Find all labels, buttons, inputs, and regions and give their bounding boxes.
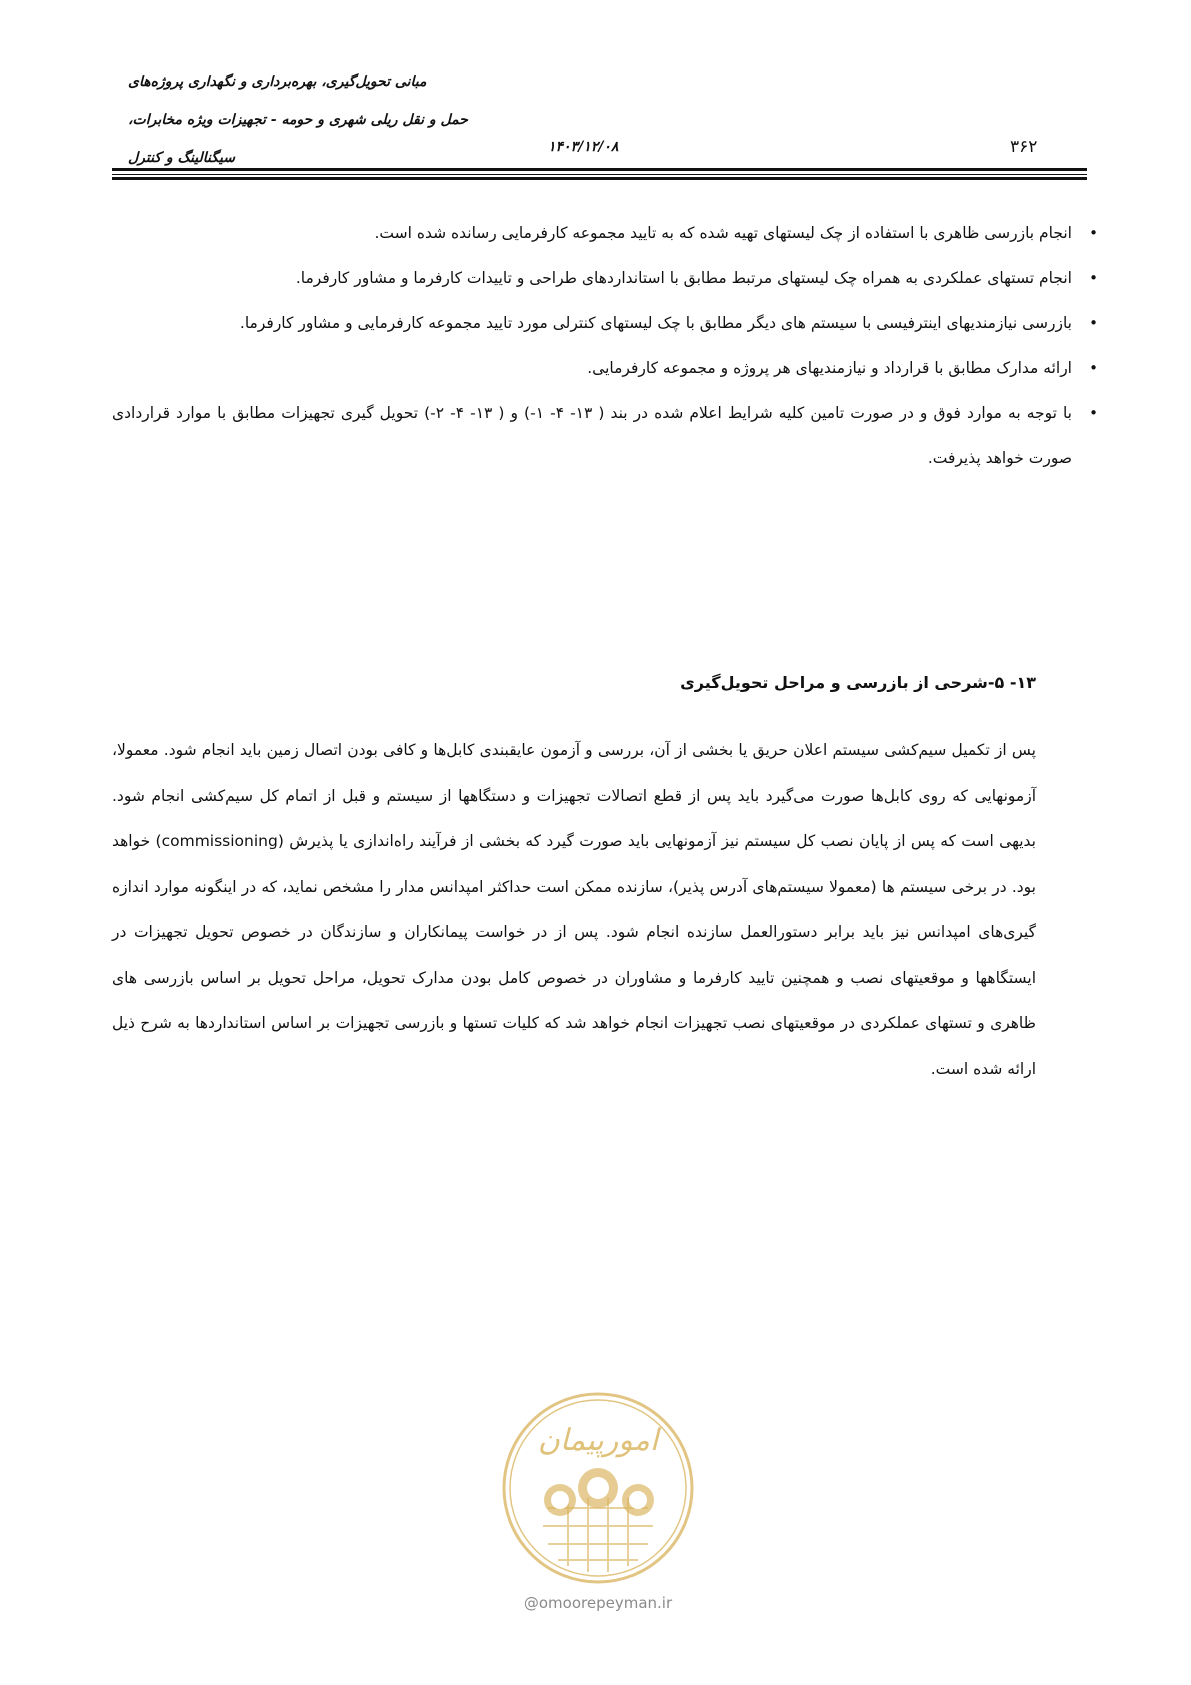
header-rule: [112, 177, 1087, 180]
section-heading: ۱۳- ۵-شرحی از بازرسی و مراحل تحویل‌گیری: [680, 673, 1036, 692]
bullet-item: [112, 391, 1098, 481]
page-number: ۳۶۲: [1010, 137, 1038, 157]
bullet-list: [112, 211, 1098, 481]
bullet-dot-icon: •: [1089, 404, 1098, 422]
bullet-text: ارائه مدارک مطابق با قرارداد و نیازمندیهای هر پروژه و مجموعه کارفرمایی.: [587, 359, 1072, 377]
header-rule: [112, 174, 1087, 175]
section-body-paragraph: پس از تکمیل سیم‌کشی سیستم اعلان حریق یا بخشی از آن، بررسی و آزمون عایقبندی کابل‌ها و کافی بودن اتصال زمین باید انجام شود. معمولا، آزمونهایی که روی کابل‌ها صورت می‌گیرد باید پس از قطع اتصالات تجهیزات و دستگاهها از سیستم و قبل از اتمام کل سیم‌کشی انجام شود. بدیهی است که پس از پایان نصب کل سیستم نیز آزمونهایی باید صورت گیرد که بخشی از فرآیند راه‌اندازی یا پذیرش (commissioning) خواهد بود. در برخی سیستم ها (معمولا سیستم‌های آدرس پذیر)، سازنده ممکن است حداکثر امپدانس مدار را مشخص نماید، که در اینگونه موارد اندازه گیری‌های امپدانس نیز باید برابر دستورالعمل سازنده انجام شود. پس از در خواست پیمانکاران و سازندگان در خصوص تحویل تجهیزات در ایستگاهها و موقعیتهای نصب و همچنین تایید کارفرما و مشاوران در خصوص کامل بودن مدارک تحویل، مراحل تحویل بر اساس بازرسی های ظاهری و تستهای عملکردی در موقعیتهای نصب تجهیزات انجام خواهد شد که کلیات تستها و بازرسی تجهیزات بر اساس استانداردها به شرح ذیل ارائه شده است.: [112, 741, 1036, 1078]
header-date: ۱۴۰۳/۱۲/۰۸: [548, 139, 619, 155]
bullet-text: انجام بازرسی ظاهری با استفاده از چک لیستهای تهیه شده که به تایید مجموعه کارفرمایی رسانده شده است.: [374, 224, 1072, 242]
header-rule: [112, 168, 1087, 171]
omoorepeyman-logo-watermark: [498, 1388, 698, 1588]
bullet-item: [112, 346, 1098, 391]
header-title-line: حمل و نقل ریلی شهری و حومه - تجهیزات ویژه مخابرات،: [128, 112, 468, 128]
bullet-dot-icon: •: [1089, 314, 1098, 332]
bullet-dot-icon: •: [1089, 359, 1098, 377]
bullet-dot-icon: •: [1089, 269, 1098, 287]
header-title-line: سیگنالینگ و کنترل: [128, 150, 235, 166]
bullet-dot-icon: •: [1089, 224, 1098, 242]
running-header-title: [128, 63, 588, 177]
watermark-url: @omoorepeyman.ir: [523, 1594, 673, 1612]
bullet-item: [112, 256, 1098, 301]
bullet-text: بازرسی نیازمندیهای اینترفیسی با سیستم های دیگر مطابق با چک لیستهای کنترلی مورد تایید مجموعه کارفرمایی و مشاور کارفرما.: [239, 314, 1072, 332]
bullet-text: انجام تستهای عملکردی به همراه چک لیستهای مرتبط مطابق با استانداردهای طراحی و تاییدات کارفرما و مشاور کارفرما.: [295, 269, 1072, 287]
bullet-item: [112, 301, 1098, 346]
bullet-text: با توجه به موارد فوق و در صورت تامین کلیه شرایط اعلام شده در بند ( ۱۳- ۴- ۱-) و ( ۱۳- ۴- ۲-) تحویل گیری تجهیزات مطابق با موارد قراردادی صورت خواهد پذیرفت.: [112, 404, 1072, 467]
header-title-line: مبانی تحویل‌گیری، بهره‌برداری و نگهداری پروژه‌های: [128, 74, 427, 90]
bullet-item: [112, 211, 1098, 256]
watermark-logo-text: امورپیمان: [537, 1423, 659, 1458]
